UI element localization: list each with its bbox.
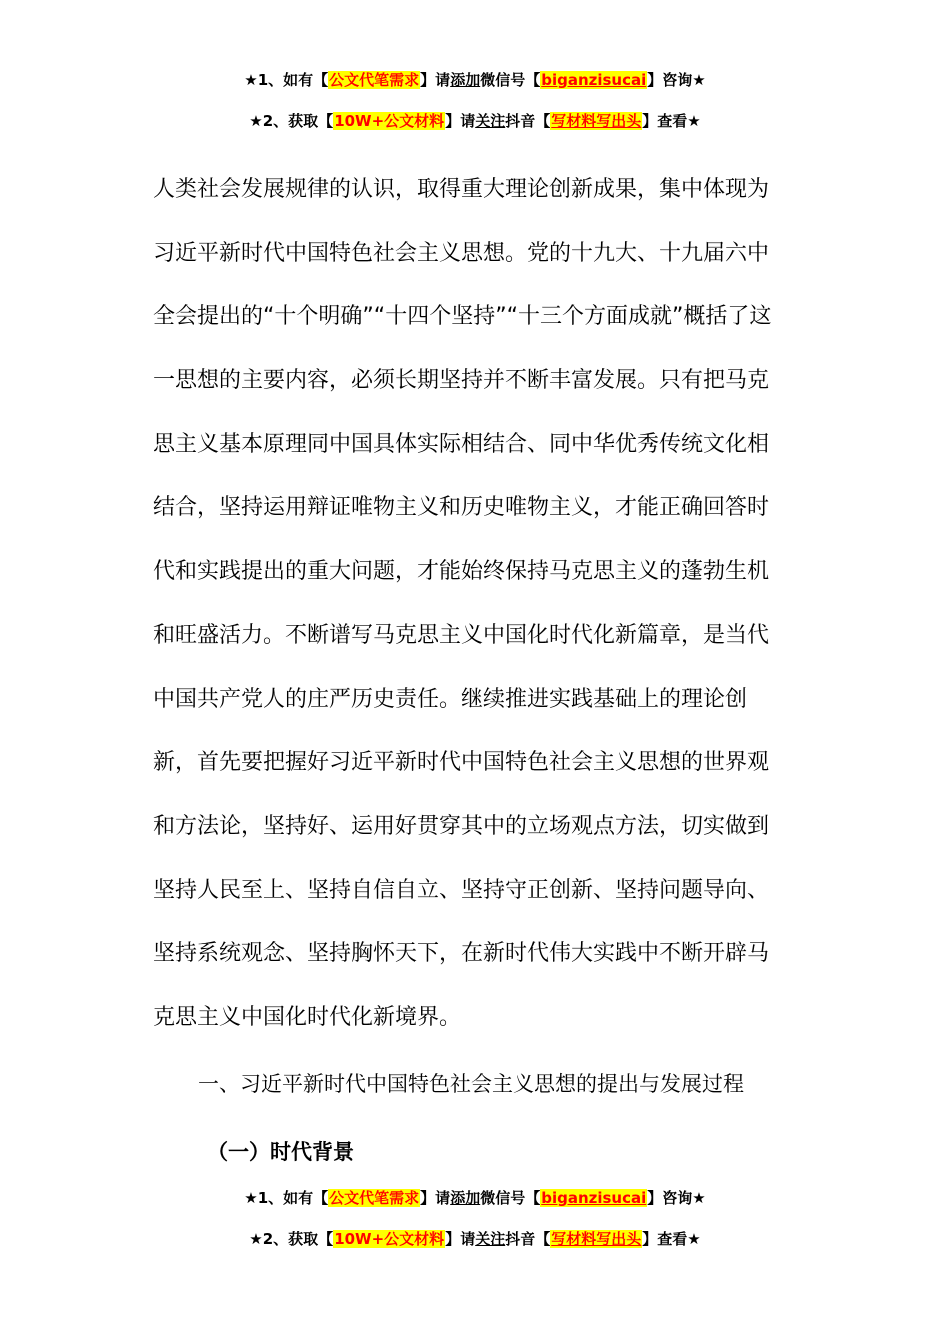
banner-text: 】请 bbox=[445, 1230, 476, 1248]
banner-text: 】查看★ bbox=[642, 112, 701, 130]
banner-text: 】请 bbox=[420, 1189, 451, 1207]
promo-banner-top-line2 bbox=[0, 110, 950, 132]
wechat-id-link[interactable]: biganzisucai bbox=[541, 71, 647, 89]
banner-text: 】请 bbox=[445, 112, 476, 130]
highlight-materials: 10W+公文材料 bbox=[334, 112, 445, 130]
body-line: 克思主义中国化时代化新境界。 bbox=[153, 1004, 462, 1030]
banner-text: 】请 bbox=[420, 71, 451, 89]
body-line: 新，首先要把握好习近平新时代中国特色社会主义思想的世界观 bbox=[153, 750, 770, 776]
body-line: 代和实践提出的重大问题，才能始终保持马克思主义的蓬勃生机 bbox=[153, 559, 770, 585]
promo-banner-top-line1 bbox=[0, 69, 950, 91]
body-paragraph bbox=[153, 158, 783, 1050]
body-line: 思主义基本原理同中国具体实际相结合、同中华优秀传统文化相 bbox=[153, 431, 770, 457]
douyin-account-link[interactable]: 写材料写出头 bbox=[551, 1230, 642, 1248]
promo-banner-bottom-line1 bbox=[0, 1187, 950, 1209]
underlined-action: 关注 bbox=[475, 112, 506, 130]
banner-text: 微信号【 bbox=[480, 1189, 541, 1207]
body-line: 和旺盛活力。不断谱写马克思主义中国化时代化新篇章，是当代 bbox=[153, 622, 770, 648]
body-line: 一思想的主要内容，必须长期坚持并不断丰富发展。只有把马克 bbox=[153, 368, 770, 394]
highlight-service: 公文代笔需求 bbox=[329, 1189, 420, 1207]
banner-text: ★1、如有【 bbox=[244, 1189, 329, 1207]
banner-text: ★2、获取【 bbox=[249, 112, 334, 130]
promo-banner-bottom-line2 bbox=[0, 1228, 950, 1250]
banner-text: 】咨询★ bbox=[647, 1189, 706, 1207]
body-line: 中国共产党人的庄严历史责任。继续推进实践基础上的理论创 bbox=[153, 686, 748, 712]
body-line: 全会提出的“十个明确”“十四个坚持”“十三个方面成就”概括了这 bbox=[153, 304, 772, 330]
banner-text: 抖音【 bbox=[505, 112, 551, 130]
subsection-heading: （一）时代背景 bbox=[207, 1140, 354, 1164]
underlined-action: 添加 bbox=[450, 71, 481, 89]
underlined-action: 添加 bbox=[450, 1189, 481, 1207]
banner-text: ★2、获取【 bbox=[249, 1230, 334, 1248]
body-line: 坚持系统观念、坚持胸怀天下，在新时代伟大实践中不断开辟马 bbox=[153, 941, 770, 967]
underlined-action: 关注 bbox=[475, 1230, 506, 1248]
banner-text: 微信号【 bbox=[480, 71, 541, 89]
banner-text: ★1、如有【 bbox=[244, 71, 329, 89]
body-line: 习近平新时代中国特色社会主义思想。党的十九大、十九届六中 bbox=[153, 240, 770, 266]
douyin-account-link[interactable]: 写材料写出头 bbox=[551, 112, 642, 130]
body-line: 结合，坚持运用辩证唯物主义和历史唯物主义，才能正确回答时 bbox=[153, 495, 770, 521]
banner-text: 抖音【 bbox=[505, 1230, 551, 1248]
highlight-materials: 10W+公文材料 bbox=[334, 1230, 445, 1248]
body-line: 坚持人民至上、坚持自信自立、坚持守正创新、坚持问题导向、 bbox=[153, 877, 770, 903]
banner-text: 】咨询★ bbox=[647, 71, 706, 89]
body-line: 人类社会发展规律的认识，取得重大理论创新成果，集中体现为 bbox=[153, 177, 770, 202]
body-line: 和方法论，坚持好、运用好贯穿其中的立场观点方法，切实做到 bbox=[153, 813, 770, 839]
wechat-id-link[interactable]: biganzisucai bbox=[541, 1189, 647, 1207]
section-heading: 一、习近平新时代中国特色社会主义思想的提出与发展过程 bbox=[198, 1072, 744, 1096]
banner-text: 】查看★ bbox=[642, 1230, 701, 1248]
highlight-service: 公文代笔需求 bbox=[329, 71, 420, 89]
